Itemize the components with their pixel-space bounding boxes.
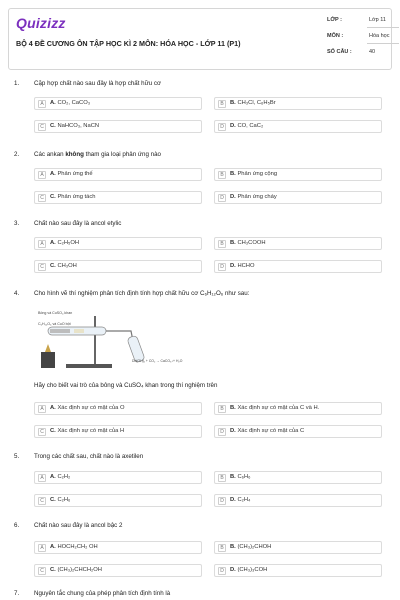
option-text: CH₃COOH (237, 240, 266, 246)
option-text: CH₃OH (57, 263, 77, 269)
option-text: Xác định sự có mặt của C (237, 428, 305, 434)
q6-option-b[interactable] (214, 541, 382, 554)
meta-subject-value: Hóa học (369, 33, 390, 39)
option-text: Phản ứng thế (57, 171, 93, 177)
question-text-part: tham gia loại phản ứng nào (83, 151, 161, 158)
option-letter: A (38, 100, 46, 108)
option-label: C. (50, 567, 56, 573)
option-label: D. (230, 497, 236, 503)
option-label: B. (230, 544, 236, 550)
figure-reaction: Dd(OH)₂ + CO₂ → CaCO₃↓+ H₂O (132, 359, 183, 363)
question-number: 3. (14, 220, 20, 227)
q3-option-c[interactable] (34, 260, 202, 273)
option-letter: C (38, 567, 46, 575)
option-letter: D (218, 428, 226, 436)
option-text: (CH₃)₂CHCH₂OH (57, 567, 102, 573)
option-letter: A (38, 544, 46, 552)
option-text: C₂H₅OH (57, 240, 80, 246)
flame (45, 344, 51, 352)
option-label: C. (50, 428, 56, 434)
q4-option-d[interactable] (214, 425, 382, 438)
option-label: A. (50, 100, 56, 106)
question-number: 5. (14, 453, 20, 460)
option-label: C. (50, 194, 56, 200)
question-text: Cặp hợp chất nào sau đây là hợp chất hữu cơ (34, 80, 162, 87)
option-label: B. (230, 405, 236, 411)
question-number: 6. (14, 522, 20, 529)
burner (41, 352, 55, 368)
q3-option-b[interactable] (214, 237, 382, 250)
question-text: Nguyên tắc chung của phép phân tích định tính là (34, 590, 171, 597)
option-text: Xác định sự có mặt của C và H. (237, 405, 320, 411)
option-label: A. (50, 171, 56, 177)
question-text: Chất nào sau đây là ancol etylic (34, 220, 122, 227)
option-label: A. (50, 240, 56, 246)
q1-option-a[interactable] (34, 97, 202, 110)
option-text: (CH₃)₃COH (237, 567, 268, 573)
option-text: NaHCO₃, NaCN (57, 123, 100, 129)
option-text: Phản ứng cháy (237, 194, 277, 200)
option-text: CO₂, CaCO₃ (57, 100, 91, 106)
q5-option-d[interactable] (214, 494, 382, 507)
option-label: A. (50, 405, 56, 411)
option-letter: A (38, 240, 46, 248)
figure-label-2: C₆H₁₂O₆ và CuO bột (38, 322, 71, 326)
option-text: CO, CaC₂ (237, 123, 264, 129)
q2-option-a[interactable] (34, 168, 202, 181)
q3-option-d[interactable] (214, 260, 382, 273)
option-letter: B (218, 405, 226, 413)
option-label: D. (230, 263, 236, 269)
option-text: Xác định sự có mặt của O (57, 405, 125, 411)
option-label: B. (230, 474, 236, 480)
question-text: Cho hình vẽ thí nghiệm phân tích định tính hợp chất hữu cơ C₆H₁₂O₆ như sau: (34, 290, 250, 297)
q6-option-a[interactable] (34, 541, 202, 554)
q5-option-a[interactable] (34, 471, 202, 484)
experiment-figure (36, 306, 186, 370)
option-text: C₂H₄ (237, 497, 251, 503)
option-text: HCHO (237, 263, 255, 269)
q5-option-c[interactable] (34, 494, 202, 507)
q4-option-b[interactable] (214, 402, 382, 415)
question-number: 2. (14, 151, 20, 158)
divider (367, 27, 399, 28)
meta-count-value: 40 (369, 49, 376, 55)
option-letter: D (218, 263, 226, 271)
q6-option-d[interactable] (214, 564, 382, 577)
option-label: C. (50, 263, 56, 269)
option-text: C₂H₆ (57, 497, 71, 503)
meta-class-key: LỚP : (327, 17, 342, 23)
option-letter: B (218, 100, 226, 108)
option-label: A. (50, 544, 56, 550)
option-letter: B (218, 240, 226, 248)
question-text-part: Các ankan (34, 151, 66, 158)
q1-option-d[interactable] (214, 120, 382, 133)
option-letter: C (38, 428, 46, 436)
q6-option-c[interactable] (34, 564, 202, 577)
option-label: B. (230, 171, 236, 177)
option-label: C. (50, 123, 56, 129)
option-label: D. (230, 428, 236, 434)
option-letter: C (38, 263, 46, 271)
q4-option-c[interactable] (34, 425, 202, 438)
question-text (34, 151, 374, 158)
q4-option-a[interactable] (34, 402, 202, 415)
option-text: CH₃Cl, C₆H₅Br (237, 100, 276, 106)
option-text: Xác định sự có mặt của H (57, 428, 125, 434)
question-number: 7. (14, 590, 20, 597)
divider (367, 43, 399, 44)
q1-option-b[interactable] (214, 97, 382, 110)
option-text: Phản ứng tách (57, 194, 96, 200)
quizizz-logo: Quizizz (16, 15, 66, 31)
option-text: Phản ứng cộng (237, 171, 278, 177)
option-letter: A (38, 405, 46, 413)
option-letter: C (38, 497, 46, 505)
option-letter: D (218, 567, 226, 575)
stand-base (66, 364, 112, 368)
question-number: 1. (14, 80, 20, 87)
option-letter: C (38, 194, 46, 202)
option-letter: B (218, 474, 226, 482)
option-letter: B (218, 171, 226, 179)
question-number: 4. (14, 290, 20, 297)
option-letter: A (38, 474, 46, 482)
option-label: D. (230, 123, 236, 129)
option-text: (CH₃)₂CHOH (237, 544, 272, 550)
q2-option-b[interactable] (214, 168, 382, 181)
worksheet-header (8, 8, 392, 70)
meta-count-key: SỐ CÂU : (327, 49, 352, 55)
option-text: C₆H₆ (237, 474, 251, 480)
question-text-emphasis: không (65, 151, 84, 158)
q1-option-c[interactable] (34, 120, 202, 133)
q3-option-a[interactable] (34, 237, 202, 250)
q5-option-b[interactable] (214, 471, 382, 484)
option-letter: B (218, 544, 226, 552)
option-letter: D (218, 497, 226, 505)
option-label: C. (50, 497, 56, 503)
option-text: C₂H₂ (57, 474, 71, 480)
figure-label-1: Bông và CuSO₄ khan (38, 311, 73, 315)
cotton-plug (74, 329, 84, 333)
option-letter: D (218, 123, 226, 131)
option-label: D. (230, 567, 236, 573)
option-text: HOCH₂CH₂ OH (57, 544, 98, 550)
option-label: D. (230, 194, 236, 200)
q2-option-d[interactable] (214, 191, 382, 204)
document-title: BỘ 4 ĐỀ CƯƠNG ÔN TẬP HỌC KÌ 2 MÔN: HÓA HỌC - LỚP 11 (P1) (16, 39, 241, 48)
question-text: Trong các chất sau, chất nào là axetilen (34, 453, 144, 460)
meta-subject-key: MÔN : (327, 33, 344, 39)
q2-option-c[interactable] (34, 191, 202, 204)
option-letter: C (38, 123, 46, 131)
powder-sample (50, 329, 70, 333)
lab-apparatus-illustration (36, 306, 186, 370)
option-letter: D (218, 194, 226, 202)
stand-rod (94, 316, 96, 364)
option-label: B. (230, 100, 236, 106)
option-letter: A (38, 171, 46, 179)
meta-class-value: Lớp 11 (369, 17, 386, 23)
question-text: Chất nào sau đây là ancol bậc 2 (34, 522, 123, 529)
option-label: B. (230, 240, 236, 246)
option-label: A. (50, 474, 56, 480)
question-subtext: Hãy cho biết vai trò của bông và CuSO₄ khan trong thí nghiệm trên (34, 382, 218, 389)
